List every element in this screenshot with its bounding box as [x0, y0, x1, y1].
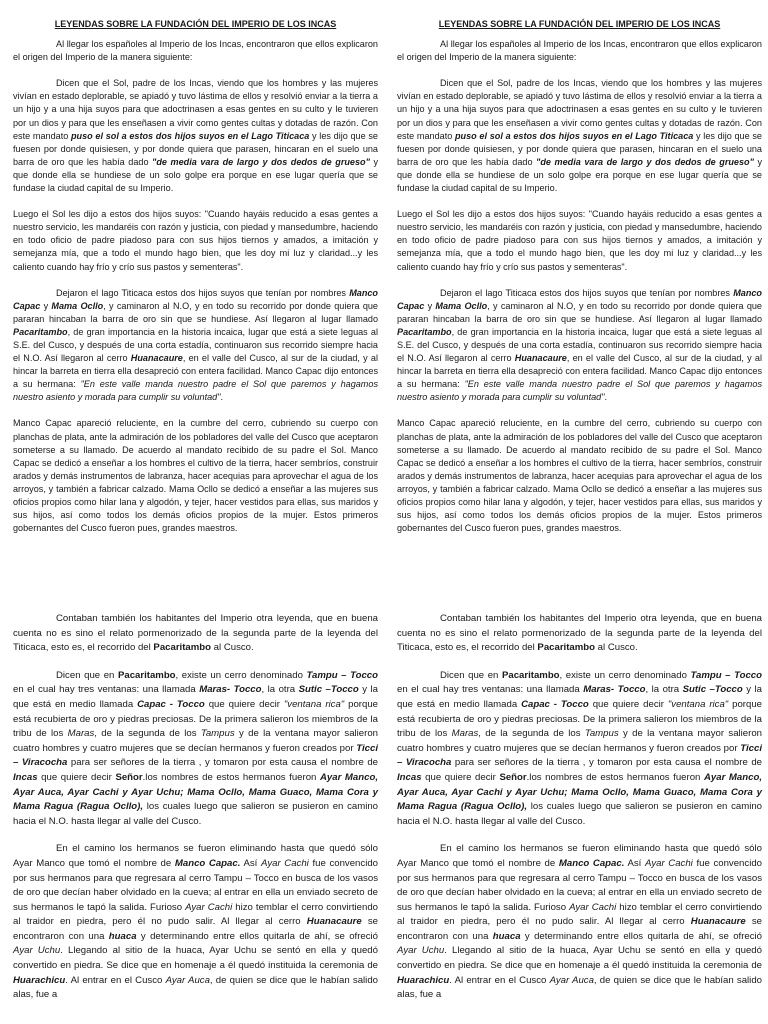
text-run: Pacaritambo: [13, 326, 68, 337]
text-run: los cuales luego que salieron se pusieron en camino hacia el N.O. hasta llegar al valle del Cusco.: [397, 801, 763, 827]
text-run: "de media vara de largo y dos dedos de grueso": [152, 156, 370, 167]
text-run: Ayar Uchu: [397, 945, 445, 957]
text-run: los cuales luego que salieron se pusieron en camino hacia el N.O. hasta llegar al valle del Cusco.: [13, 801, 379, 827]
text-run: Mama Ocllo: [51, 300, 104, 311]
paragraph: [397, 77, 762, 195]
text-run: .los nombres de estos hermanos fueron: [526, 771, 704, 783]
text-run: "En este valle manda nuestro padre el Sol que paremos y hagamos nuestro asiento y morada para cumplir su voluntad": [13, 379, 378, 403]
text-run: Pacaritambo: [117, 669, 176, 681]
top-left-column: [13, 18, 378, 548]
text-run: .: [604, 392, 607, 403]
paragraph: [13, 417, 378, 535]
text-run: .: [220, 392, 223, 403]
text-run: y la que está en medio llamada: [397, 684, 762, 710]
text-run: y les dijo que se fuesen por donde quisiesen, y por donde quiera que parasen, hincaran en el suelo una barra de oro que les había dado: [13, 130, 378, 167]
text-run: huaca: [492, 930, 521, 942]
text-run: hizo temblar el cerro convirtiendo al traidor en piedra, pero él no pudo salir. Al llegar al cerro: [13, 901, 379, 928]
text-run: Dicen que el Sol, padre de los Incas, viendo que los hombres y las mujeres vivían en estado deplorable, se apiadó y tuvo lástima de ellos y resolvió enviar a la tierra a un hijo y a una hija suyos para que adoctrinasen a esas gentes en su culto y le tuvieren por un dios y para que les enseñasen a vivir como gentes cultas y dotadas de razón. Con este mandato: [397, 78, 762, 141]
text-run: al Cusco.: [595, 642, 638, 654]
bottom-right-column: [397, 612, 762, 1016]
text-run: Huanacaure: [690, 916, 746, 928]
text-run: Ayar Cachi: [261, 857, 309, 869]
text-run: Ayar Manco, Ayar Auca, Ayar Cachi y Ayar Uchu; Mama Ocllo, Mama Guaco, Mama Cora y Mama Ragua (Ragua Ocllo),: [397, 771, 762, 813]
text-run: Tampus: [584, 728, 619, 740]
text-run: y que donde ella se hundiese de un solo golpe era porque en ese lugar quería que se fundase la ciudad capital de su Imperio.: [13, 156, 378, 194]
text-run: Señor: [115, 771, 143, 783]
text-run: Huanacaure: [306, 916, 362, 928]
text-run: Capac - Tocco: [521, 698, 589, 710]
text-run: puso el sol a estos dos hijos suyos en el Lago Titicaca: [71, 130, 310, 141]
text-run: porque está recubierta de oro y piedras preciosas. De la primera salieron los miembros de la tribu de los: [13, 698, 378, 740]
text-run: Incas: [397, 771, 422, 783]
text-run: y: [424, 300, 436, 311]
text-run: para ser señores de la tierra , y tomaron por esta causa el nombre de: [67, 757, 379, 769]
text-run: "de media vara de largo y dos dedos de grueso": [536, 156, 754, 167]
text-run: Huanacaure: [130, 353, 183, 364]
text-run: Manco Capac: [13, 287, 378, 311]
paragraph: [13, 77, 378, 195]
text-run: y determinando entre ellos quitarla de ahí, se ofreció: [136, 930, 378, 942]
document-title: LEYENDAS SOBRE LA FUNDACIÓN DEL IMPERIO DE LOS INCAS: [54, 19, 337, 29]
text-run: .los nombres de estos hermanos fueron: [142, 771, 320, 783]
text-run: Manco Capac apareció reluciente, en la cumbre del cerro, cubriendo su cuerpo con planchas de plata, ante la admiración de los pobladores del valle del Cusco que aceptaron someterse a su llamado. De acuerdo al mandato recibido de su padre el Sol. Manco Capac se dedicó a enseñar a los hombres el cultivo de la tierra, hacer sembríos, construir arados y demás instrumentos de labranza, hacer acequias para aprovechar el agua de los arroyos, y también a fabricar calzado. Mama Ocllo se dedicó a enseñar a las mujeres sus oficios propios como hilar lana y algodón, y tejer, hacer vestidos para ellas, sus maridos y sus hijos, así como todos los demás oficios propios de la mujer. Estos primeros gobernantes del Cusco fueron pues, grandes maestros.: [13, 418, 378, 534]
text-run: En el camino los hermanos se fueron eliminando hasta que quedó sólo Ayar Manco que tomó el nombre de: [13, 843, 378, 869]
text-run: Ticci – Viracocha: [13, 742, 378, 769]
text-run: en el cual hay tres ventanas: una llamada: [13, 684, 200, 696]
text-run: . Al entrar en el Cusco: [449, 974, 550, 986]
paragraphs: [13, 612, 378, 1003]
text-run: "En este valle manda nuestro padre el Sol que paremos y hagamos nuestro asiento y morada para cumplir su voluntad": [397, 379, 762, 403]
text-run: Ayar Uchu: [13, 945, 61, 957]
paragraph: [397, 669, 762, 830]
text-run: Pacaritambo: [153, 642, 212, 654]
text-run: se encontraron con una: [397, 916, 762, 942]
text-run: , de gran importancia en la historia incaica, lugar que está a siete leguas al S.E. del Cusco, y después de una corta estadía, continuaron sus recorrido siempre hacia el N.O. Así llegaron al cerro: [13, 326, 378, 364]
text-run: Maras: [451, 728, 479, 740]
text-run: que quiere decir: [588, 698, 668, 710]
text-run: "ventana rica": [667, 698, 729, 710]
text-run: Contaban también los habitantes del Imperio otra leyenda, que en buena cuenta no es sino el relato pormenorizado de la segunda parte de la leyenda del Titicaca, esto es, el recorrido del: [13, 613, 378, 654]
paragraph: [397, 842, 762, 1003]
paragraph: [13, 669, 378, 830]
paragraph: [13, 287, 378, 405]
paragraphs: [397, 38, 762, 535]
text-run: Al llegar los españoles al Imperio de los Incas, encontraron que ellos explicaron el origen del Imperio de la manera siguiente:: [13, 39, 378, 63]
text-run: Ayar Auca: [549, 974, 594, 986]
text-run: Pacaritambo: [397, 326, 452, 337]
text-run: , en el valle del Cusco, al sur de la ciudad, y al hincar la barreta en tierra ella desapreció con entera facilidad. Manco Capac dijo entonces a su hermana:: [13, 353, 378, 390]
text-run: Ticci – Viracocha: [397, 742, 762, 769]
text-run: Sutic –Tocco: [682, 684, 743, 696]
text-run: Sutic –Tocco: [298, 684, 359, 696]
document-title: LEYENDAS SOBRE LA FUNDACIÓN DEL IMPERIO DE LOS INCAS: [438, 19, 721, 29]
text-run: y la que está en medio llamada: [13, 684, 378, 710]
text-run: Maras- Tocco: [199, 684, 262, 696]
text-run: Pacaritambo: [537, 642, 596, 654]
text-run: Ayar Cachi: [185, 901, 233, 913]
paragraphs: [13, 38, 378, 535]
text-run: , existe un cerro denominado: [559, 669, 691, 681]
text-run: y determinando entre ellos quitarla de ahí, se ofreció: [520, 930, 762, 942]
text-run: Contaban también los habitantes del Imperio otra leyenda, que en buena cuenta no es sino el relato pormenorizado de la segunda parte de la leyenda del Titicaca, esto es, el recorrido del: [397, 613, 762, 654]
text-run: Huanacaure: [514, 353, 567, 364]
text-run: Ayar Auca: [165, 974, 210, 986]
text-run: hizo temblar el cerro convirtiendo al traidor en piedra, pero él no pudo salir. Al llegar al cerro: [397, 901, 763, 928]
paragraphs: [397, 612, 762, 1003]
text-run: que quiere decir: [204, 698, 284, 710]
text-run: se encontraron con una: [13, 916, 378, 942]
text-run: , en el valle del Cusco, al sur de la ciudad, y al hincar la barreta en tierra ella desapreció con entera facilidad. Manco Capac dijo entonces a su hermana:: [397, 353, 762, 390]
paragraph: [13, 612, 378, 656]
text-run: Así: [240, 857, 261, 869]
text-run: Ayar Cachi: [645, 857, 693, 869]
text-run: Tampus: [200, 728, 235, 740]
text-run: , y caminaron al N.O, y en todo su recorrido por donde quiera que pararan hincaban la barra de oro sin que se hundiese. Así llegaron al lugar llamado: [13, 300, 378, 324]
text-run: , de la segunda de los: [478, 728, 585, 740]
text-run: Dejaron el lago Titicaca estos dos hijos suyos que tenían por nombres: [440, 287, 734, 298]
text-run: , de quien se dice que le habían salido alas, fue a: [397, 974, 762, 1001]
text-run: , de la segunda de los: [94, 728, 201, 740]
text-run: Pacaritambo: [501, 669, 560, 681]
text-run: Mama Ocllo: [435, 300, 488, 311]
text-run: Huarachicu: [397, 974, 450, 986]
text-run: y que donde ella se hundiese de un solo golpe era porque en ese lugar quería que se fundase la ciudad capital de su Imperio.: [397, 156, 762, 194]
text-run: fue convencido por sus hermanos para que regresara al cerro Tampu – Tocco en busca de los vasos de oro que decían haber olvidado en la cueva; al entrar en ella un enviado secreto de sus hermanos le tapó la salida. Furioso: [13, 857, 378, 913]
text-run: Ayar Cachi: [569, 901, 617, 913]
text-run: huaca: [108, 930, 137, 942]
text-run: y les dijo que se fuesen por donde quisiesen, y por donde quiera que parasen, hincaran en el suelo una barra de oro que les había dado: [397, 130, 762, 167]
text-run: Incas: [13, 771, 38, 783]
top-right-column: [397, 18, 762, 548]
text-run: Dicen que en: [440, 669, 502, 681]
text-run: . Al entrar en el Cusco: [65, 974, 166, 986]
text-run: y de la ventana mayor salieron cuatro hombres y cuatro mujeres que se decían hermanos y fueron creados por: [397, 728, 762, 754]
text-run: , de gran importancia en la historia incaica, lugar que está a siete leguas al S.E. del Cusco, y después de una corta estadía, continuaron sus recorrido siempre hacia el N.O. Así llegaron al cerro: [397, 326, 762, 364]
text-run: , y caminaron al N.O, y en todo su recorrido por donde quiera que pararan hincaban la barra de oro sin que se hundiese. Así llegaron al lugar llamado: [397, 300, 762, 324]
text-run: , de quien se dice que le habían salido alas, fue a: [13, 974, 378, 1001]
text-run: Luego el Sol les dijo a estos dos hijos suyos: "Cuando hayáis reducido a esas gentes a nuestro servicio, les mandaréis con razón y justicia, con piedad y mansedumbre, haciendo en todo oficio de padre piadoso para con sus hijos tiernos y amados, a imitación y semejanza mía, que a todo el mundo hago bien, que les doy mi luz y claridad...y les caliento cuando hay frío y crío sus pastos y sementeras".: [397, 209, 762, 272]
text-run: Luego el Sol les dijo a estos dos hijos suyos: "Cuando hayáis reducido a esas gentes a nuestro servicio, les mandaréis con razón y justicia, con piedad y mansedumbre, haciendo en todo oficio de padre piadoso para con sus hijos tiernos y amados, a imitación y semejanza mía, que a todo el mundo hago bien, que les doy mi luz y claridad...y les caliento cuando hay frío y crío sus pastos y sementeras".: [13, 209, 378, 272]
text-run: en el cual hay tres ventanas: una llamada: [397, 684, 584, 696]
text-run: , la otra: [645, 684, 683, 696]
text-run: Manco Capac.: [174, 857, 241, 869]
text-run: Así: [624, 857, 645, 869]
paragraph: [13, 38, 378, 64]
text-run: Manco Capac: [397, 287, 762, 311]
text-run: . Llegando al sitio de la huaca, Ayar Uchu se sentó en ella y quedó convertido en piedra. Se dice que en homenaje a él quedó instituida la ceremonia de: [13, 945, 378, 972]
text-run: que quiere decir: [37, 771, 116, 783]
paragraph: [397, 417, 762, 535]
text-run: Señor: [499, 771, 527, 783]
text-run: que quiere decir: [421, 771, 500, 783]
paragraph: [397, 38, 762, 64]
text-run: Dicen que en: [56, 669, 118, 681]
text-run: al Cusco.: [211, 642, 254, 654]
text-run: y: [40, 300, 52, 311]
text-run: y de la ventana mayor salieron cuatro hombres y cuatro mujeres que se decían hermanos y fueron creados por: [13, 728, 378, 754]
text-run: . Llegando al sitio de la huaca, Ayar Uchu se sentó en ella y quedó convertido en piedra. Se dice que en homenaje a él quedó instituida la ceremonia de: [397, 945, 762, 972]
text-run: puso el sol a estos dos hijos suyos en el Lago Titicaca: [455, 130, 694, 141]
paragraph: [13, 842, 378, 1003]
text-run: Manco Capac.: [558, 857, 625, 869]
bottom-left-column: [13, 612, 378, 1016]
text-run: Ayar Manco, Ayar Auca, Ayar Cachi y Ayar Uchu; Mama Ocllo, Mama Guaco, Mama Cora y Mama Ragua (Ragua Ocllo),: [13, 771, 378, 813]
text-run: Tampu – Tocco: [306, 669, 378, 681]
text-run: Maras- Tocco: [583, 684, 646, 696]
text-run: Capac - Tocco: [137, 698, 205, 710]
text-run: Dejaron el lago Titicaca estos dos hijos suyos que tenían por nombres: [56, 287, 350, 298]
text-run: Huarachicu: [13, 974, 66, 986]
text-run: En el camino los hermanos se fueron eliminando hasta que quedó sólo Ayar Manco que tomó el nombre de: [397, 843, 762, 869]
text-run: Dicen que el Sol, padre de los Incas, viendo que los hombres y las mujeres vivían en estado deplorable, se apiadó y tuvo lástima de ellos y resolvió enviar a la tierra a un hijo y a una hija suyos para que adoctrinasen a esas gentes en su culto y le tuvieren por un dios y para que les enseñasen a vivir como gentes cultas y dotadas de razón. Con este mandato: [13, 78, 378, 141]
text-run: , existe un cerro denominado: [175, 669, 307, 681]
text-run: Manco Capac apareció reluciente, en la cumbre del cerro, cubriendo su cuerpo con planchas de plata, ante la admiración de los pobladores del valle del Cusco que aceptaron someterse a su llamado. De acuerdo al mandato recibido de su padre el Sol. Manco Capac se dedicó a enseñar a los hombres el cultivo de la tierra, hacer sembríos, construir arados y demás instrumentos de labranza, hacer acequias para aprovechar el agua de los arroyos, y también a fabricar calzado. Mama Ocllo se dedicó a enseñar a las mujeres sus oficios propios como hilar lana y algodón, y tejer, hacer vestidos para ellas, sus maridos y sus hijos, así como todos los demás oficios propios de la mujer. Estos primeros gobernantes del Cusco fueron pues, grandes maestros.: [397, 418, 762, 534]
text-run: porque está recubierta de oro y piedras preciosas. De la primera salieron los miembros de la tribu de los: [397, 698, 762, 740]
text-run: fue convencido por sus hermanos para que regresara al cerro Tampu – Tocco en busca de los vasos de oro que decían haber olvidado en la cueva; al entrar en ella un enviado secreto de sus hermanos le tapó la salida. Furioso: [397, 857, 762, 913]
paragraph: [397, 612, 762, 656]
text-run: para ser señores de la tierra , y tomaron por esta causa el nombre de: [451, 757, 763, 769]
text-run: , la otra: [261, 684, 299, 696]
text-run: Maras: [67, 728, 95, 740]
paragraph: [13, 208, 378, 273]
text-run: Al llegar los españoles al Imperio de los Incas, encontraron que ellos explicaron el origen del Imperio de la manera siguiente:: [397, 39, 762, 63]
paragraph: [397, 287, 762, 405]
text-run: "ventana rica": [283, 698, 345, 710]
text-run: Tampu – Tocco: [690, 669, 762, 681]
paragraph: [397, 208, 762, 273]
